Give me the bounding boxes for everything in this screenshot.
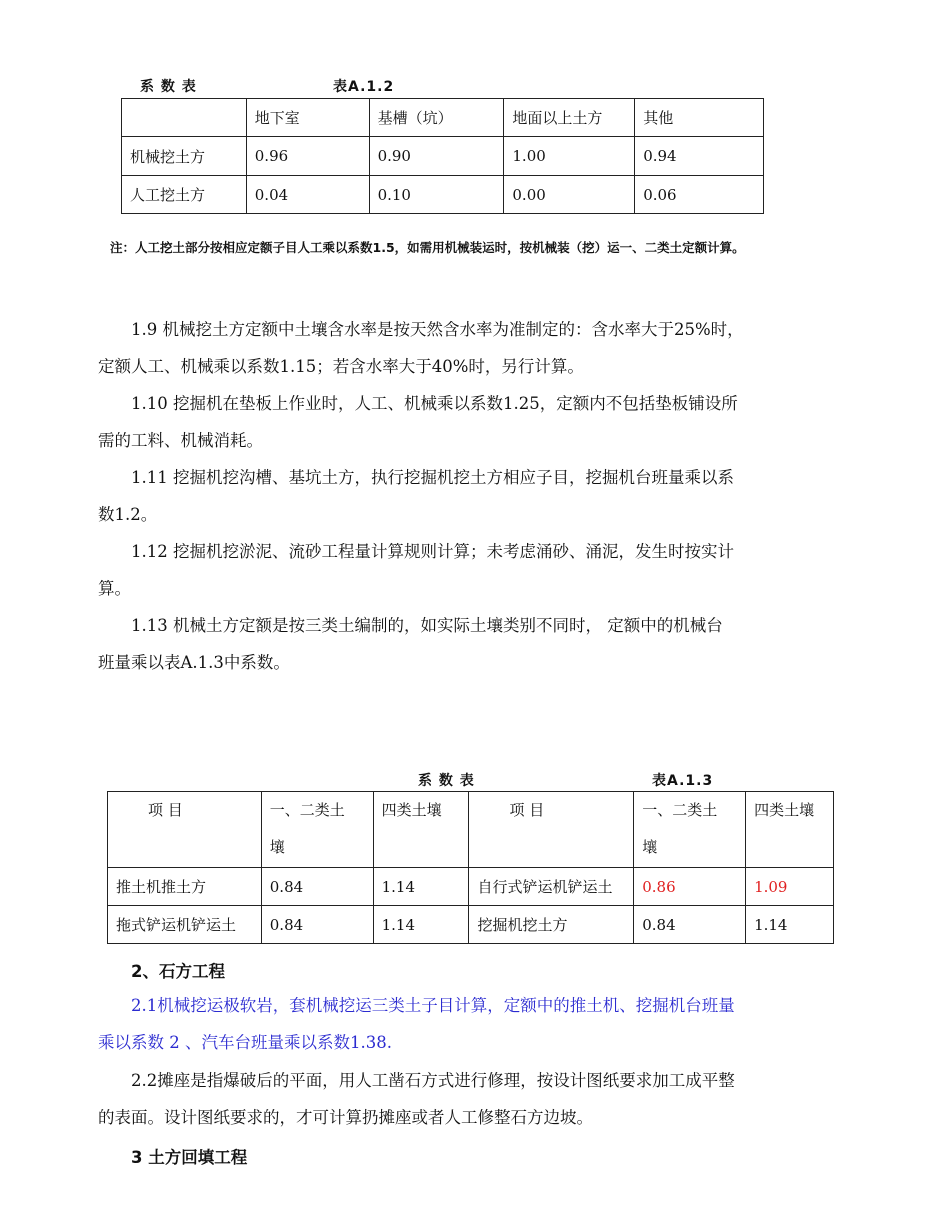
clause-1-10 <box>98 385 828 459</box>
section-2-heading: 2、石方工程 <box>131 962 225 981</box>
clause-line: 数1.2。 <box>98 505 158 524</box>
table-cell-highlighted: 1.09 <box>746 868 834 906</box>
clause-line: 1.13 机械土方定额是按三类土编制的，如实际土壤类别不同时， 定额中的机械台 <box>131 616 723 635</box>
header-wrap-part: 壤 <box>642 838 658 856</box>
clause-1-13 <box>98 607 828 681</box>
table1-caption-title: 系 数 表 <box>140 79 197 95</box>
clause-line: 算。 <box>98 579 131 598</box>
table-cell: 0.04 <box>246 176 369 214</box>
clause-line: 1.12 挖掘机挖淤泥、流砂工程量计算规则计算；未考虑涌砂、涌泥，发生时按实计 <box>131 542 734 561</box>
paragraph-line: 2.2摊座是指爆破后的平面，用人工凿石方式进行修理，按设计图纸要求加工成平整 <box>131 1071 735 1090</box>
table-cell: 1.14 <box>373 906 469 944</box>
header-cell <box>122 99 247 137</box>
clause-1-9 <box>98 311 828 385</box>
coefficient-table-a12 <box>121 98 764 214</box>
table-cell: 1.14 <box>746 906 834 944</box>
clause-line: 定额人工、机械乘以系数1.15；若含水率大于40%时，另行计算。 <box>98 357 584 376</box>
table2-caption-title: 系 数 表 <box>418 773 475 789</box>
table-header-row <box>108 792 834 868</box>
header-cell: 其他 <box>635 99 764 137</box>
table-cell: 0.84 <box>634 906 746 944</box>
paragraph-line: 的表面。设计图纸要求的，才可计算扔摊座或者人工修整石方边坡。 <box>98 1108 593 1127</box>
header-cell: 地下室 <box>246 99 369 137</box>
clause-list <box>98 311 828 681</box>
clause-1-12 <box>98 533 828 607</box>
table-cell: 0.84 <box>261 906 373 944</box>
table-row <box>108 906 834 944</box>
row-label: 机械挖土方 <box>122 137 247 176</box>
header-cell-item: 项 目 <box>108 792 262 868</box>
table-cell: 0.90 <box>369 137 504 176</box>
table-cell: 0.00 <box>504 176 635 214</box>
table-cell: 1.00 <box>504 137 635 176</box>
table-header-row <box>122 99 764 137</box>
header-wrap-part: 一、二类土 <box>269 801 345 819</box>
clause-line: 1.9 机械挖土方定额中土壤含水率是按天然含水率为准制定的：含水率大于25%时， <box>131 320 744 339</box>
table-cell: 0.84 <box>261 868 373 906</box>
section-2-1-paragraph <box>98 987 828 1061</box>
header-wrap-part: 一、二类土 <box>642 801 718 819</box>
table-cell: 0.94 <box>635 137 764 176</box>
table2-caption-number: 表A.1.3 <box>652 773 714 789</box>
clause-line: 需的工料、机械消耗。 <box>98 431 263 450</box>
table-row <box>108 868 834 906</box>
header-cell-soil-4: 四类土壤 <box>746 792 834 868</box>
section-3-heading: 3 土方回填工程 <box>131 1148 248 1167</box>
row-label: 挖掘机挖土方 <box>469 906 634 944</box>
clause-1-11 <box>98 459 828 533</box>
section-2-2-paragraph <box>98 1062 828 1136</box>
paragraph-line: 2.1机械挖运极软岩，套机械挖运三类土子目计算，定额中的推土机、挖掘机台班量 <box>131 996 735 1015</box>
header-cell-item: 项 目 <box>469 792 634 868</box>
header-cell-soil-4: 四类土壤 <box>373 792 469 868</box>
header-cell-soil-1-2 <box>261 792 373 868</box>
paragraph-line: 乘以系数 2 、汽车台班量乘以系数1.38. <box>98 1033 392 1052</box>
row-label: 人工挖土方 <box>122 176 247 214</box>
coefficient-table-a13 <box>107 791 834 944</box>
row-label: 自行式铲运机铲运土 <box>469 868 634 906</box>
table1-footnote: 注：人工挖土部分按相应定额子目人工乘以系数1.5，如需用机械装运时，按机械装（挖）运一、二类土定额计算。 <box>110 240 745 255</box>
header-wrap-part: 壤 <box>269 838 285 856</box>
row-label: 推土机推土方 <box>108 868 262 906</box>
row-label: 拖式铲运机铲运土 <box>108 906 262 944</box>
header-cell: 基槽（坑） <box>369 99 504 137</box>
clause-line: 1.10 挖掘机在垫板上作业时，人工、机械乘以系数1.25，定额内不包括垫板铺设所 <box>131 394 738 413</box>
table1-caption-number: 表A.1.2 <box>333 79 395 95</box>
table-cell-highlighted: 0.86 <box>634 868 746 906</box>
clause-line: 班量乘以表A.1.3中系数。 <box>98 653 290 672</box>
table-cell: 1.14 <box>373 868 469 906</box>
table-cell: 0.96 <box>246 137 369 176</box>
header-cell-soil-1-2 <box>634 792 746 868</box>
header-cell: 地面以上土方 <box>504 99 635 137</box>
clause-line: 1.11 挖掘机挖沟槽、基坑土方，执行挖掘机挖土方相应子目，挖掘机台班量乘以系 <box>131 468 734 487</box>
table-cell: 0.06 <box>635 176 764 214</box>
table-row <box>122 137 764 176</box>
table-cell: 0.10 <box>369 176 504 214</box>
table-row <box>122 176 764 214</box>
